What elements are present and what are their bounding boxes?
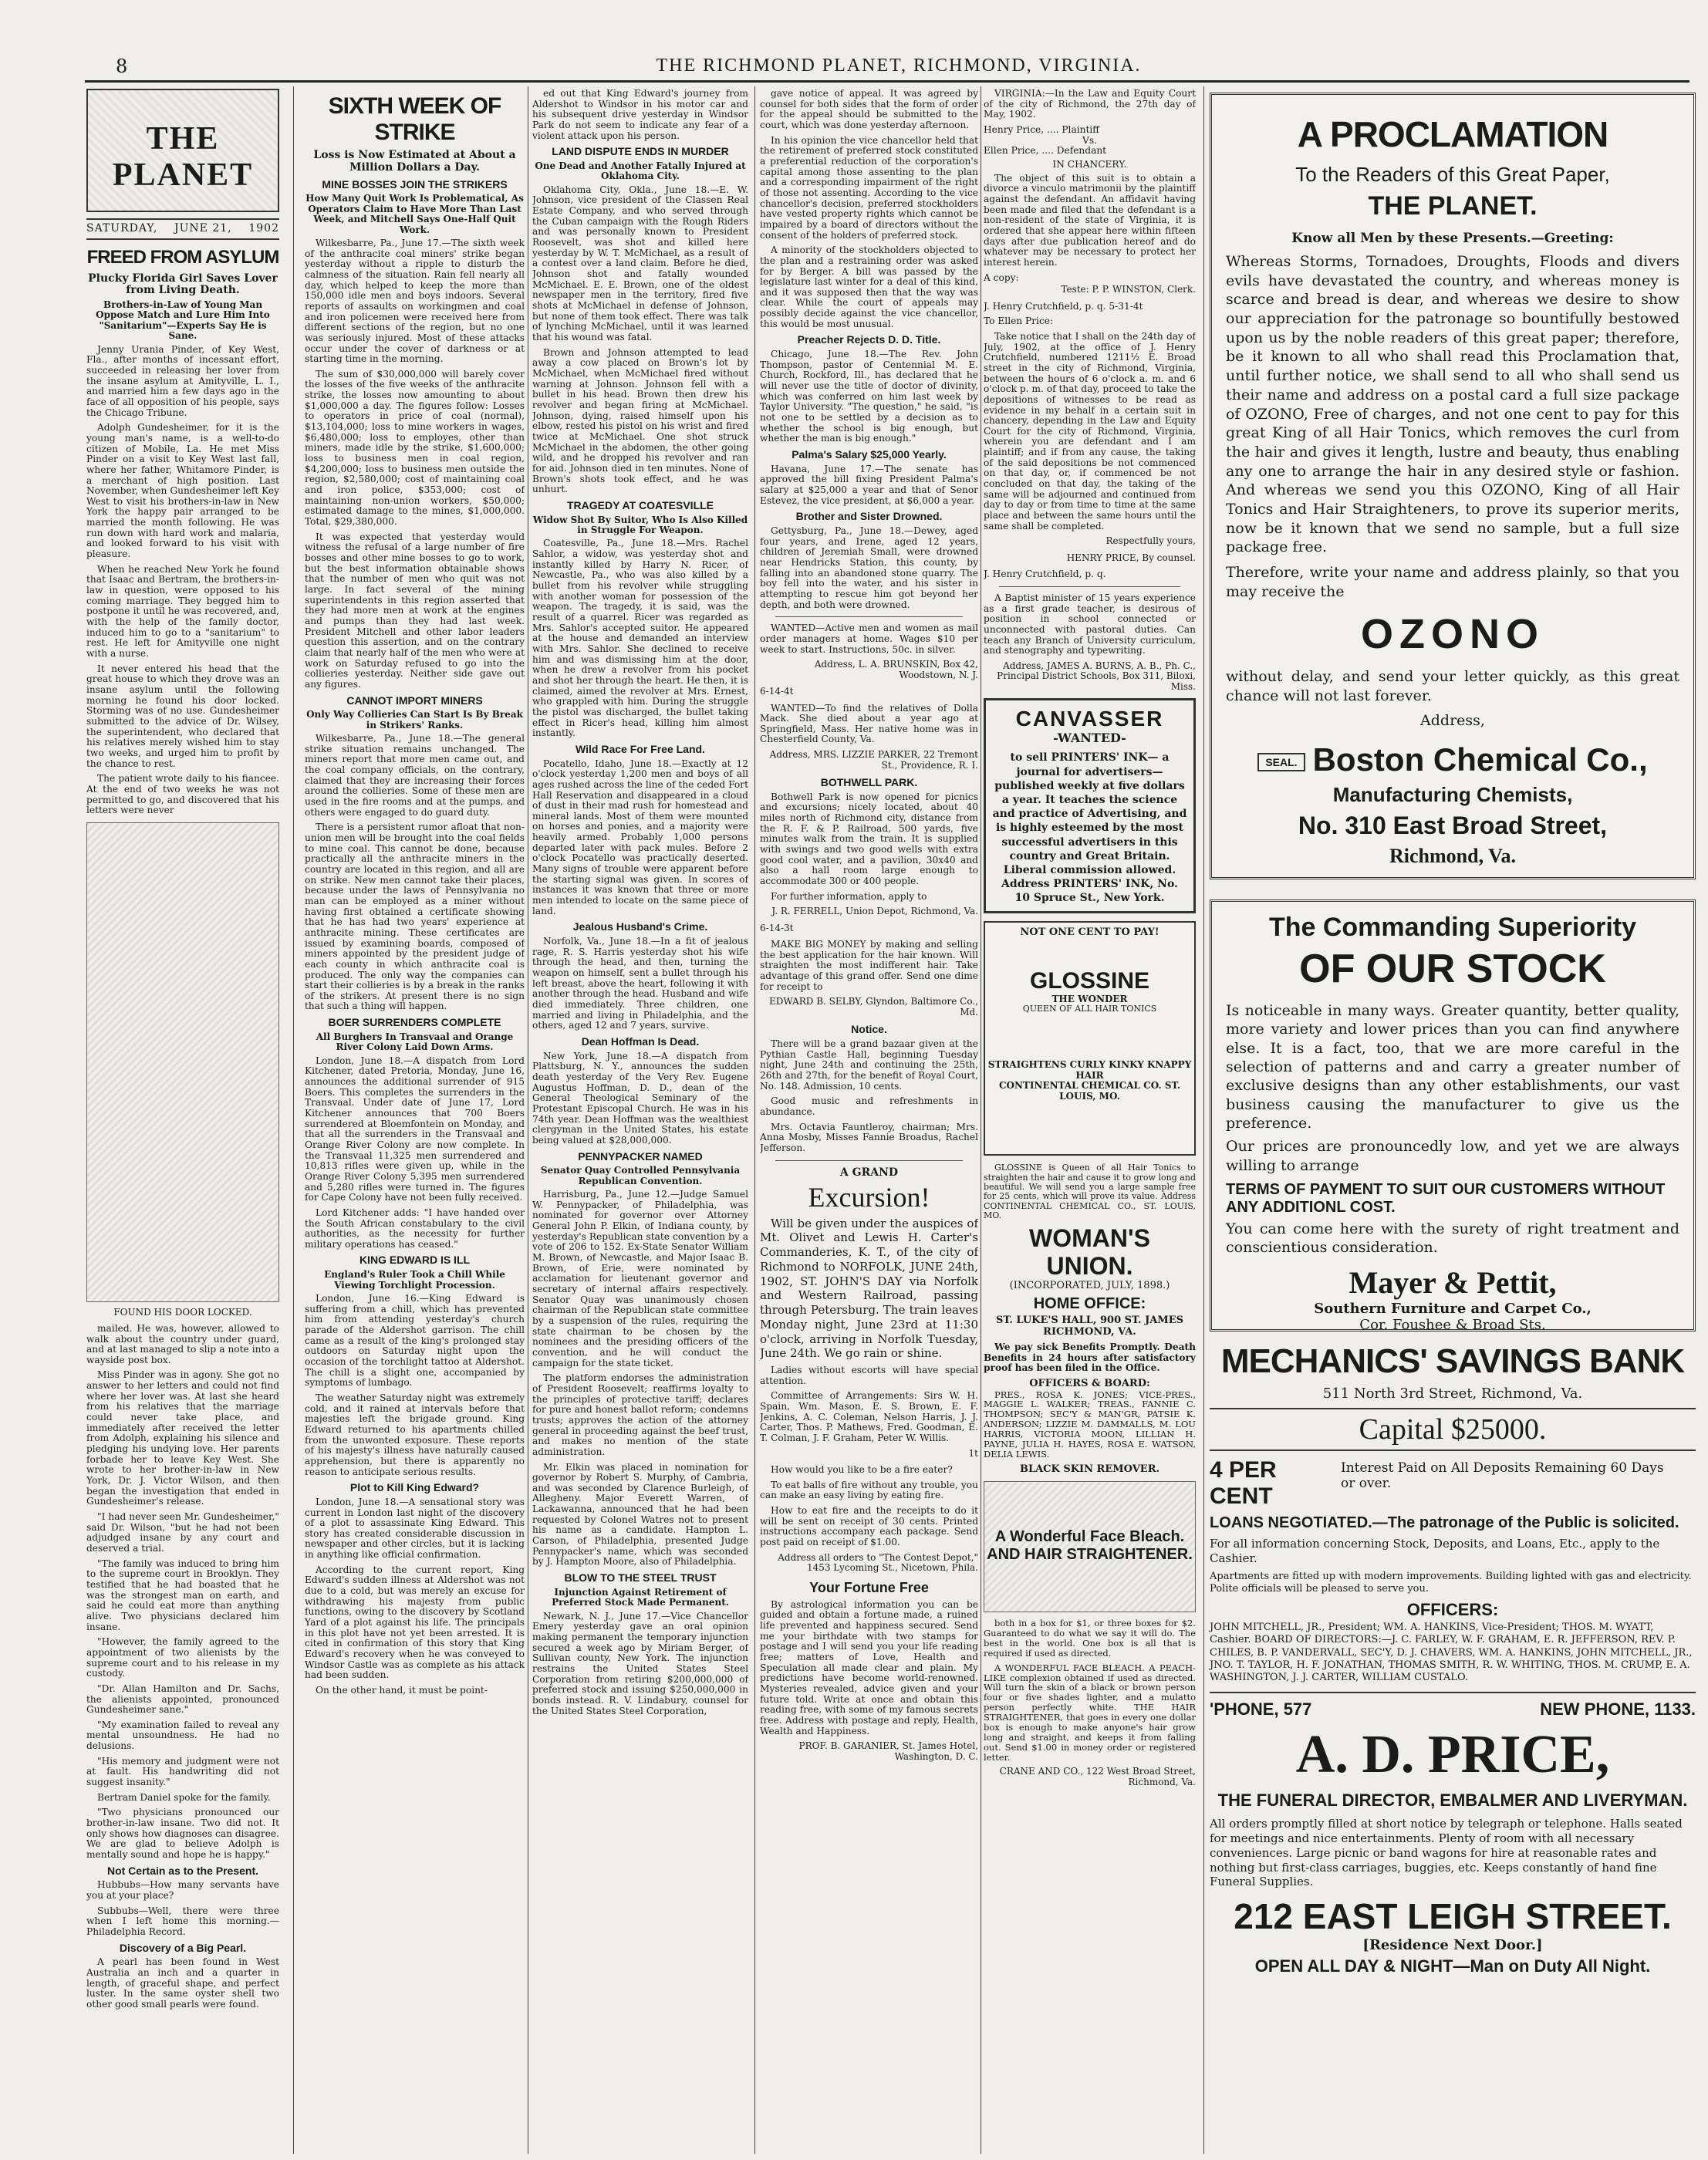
classified-ad: WANTED—To find the relatives of Dolla Mack. She died about a year ago at Springfield, Mass. Her native home was in Chesterfield County, Va. — [760, 702, 978, 745]
bank-title: MECHANICS' SAVINGS BANK — [1220, 1342, 1685, 1380]
subdeck: One Dead and Another Fatally Injured at Oklahoma City. — [535, 160, 746, 182]
proclamation-subtitle: To the Readers of this Great Paper, — [1295, 163, 1610, 186]
page-number: 8 — [116, 56, 130, 77]
mayer-pettit-ad — [1210, 899, 1696, 1334]
classified-ad: WANTED—Active men and women as mail order managers at home. Wages $10 per week to start. Instructions, 50c. in silver. — [760, 623, 978, 655]
legal-paragraph: Take notice that I shall on the 24th day of July, 1902, at the office of J. Henry Crutchfield, numbered 1211½ E. Broad street in the city of Richmond, Virginia, between the hours of 6 o'clock a. m. and 6 o'clock p. m. of that day, proceed to take the depositions of witnesses to be read as evidence in my behalf in a certain suit in chancery, depending in the Law and Equity Court for the city of Richmond, Virginia, wherein you are defendant and I am plaintiff; and if from any cause, the taking of the said depositions be not commenced on that day, or, if commenced be not concluded on that day, the taking of the same will be adjourned and continued from day to day or from time to time at the same place and between the same hours until the same shall be completed. — [984, 330, 1196, 532]
article-paragraph: "His memory and judgment were not at fault. His handwriting did not suggest insanity." — [86, 1755, 279, 1788]
article-paragraph: Lord Kitchener adds: "I have handed over the South African constabulary to the civil authorities, as the necessity for further military operations has ceased." — [305, 1207, 525, 1250]
article-paragraph: Newark, N. J., June 17.—Vice Chancellor Emery yesterday gave an oral opinion making permanent the temporary injunction secured a week ago by Miriam Berger, of Sullivan county, New York. The injunction restrains the United States Steel Corporation from retiring $200,000,000 of preferred stock and issuing $250,000,000 in bonds instead. R. V. Lindabury, counsel for the United States Steel Corporation, — [532, 1610, 748, 1716]
subhead: Palma's Salary $25,000 Yearly. — [792, 448, 947, 461]
article-paragraph: Jenny Urania Pinder, of Key West, Fla., after months of incessant effort, succeeded in releasing her lover from the insane asylum at Amityville, L. I., and married him a few days ago in the face of all opposition of his people, says the Chicago Tribune. — [86, 343, 279, 418]
article-paragraph: In his opinion the vice chancellor held that the retirement of preferred stock constituted a preferential reduction of the corporation's capital among those assenting to the plan and a corresponding impairment of the right of those not assenting. According to the vice chancellor's decision, preferred stockholders have vested property rights which cannot be impaired by a board of directors without the consent of the holders of preferred stock. — [760, 134, 978, 241]
price-name: A. D. PRICE, — [1295, 1725, 1610, 1785]
column-rule — [1203, 86, 1204, 2154]
article-paragraph: New York, June 18.—A dispatch from Plattsburg, N. Y., announces the sudden death yesterday of the Very Rev. Eugene Augustus Hoffman, D. D., dean of the General Theological Seminary of the Protestant Episcopal Church. He was in his 74th year. Dean Hoffman was the wealthiest clergyman in the United States, his estate being valued at $28,000,000. — [532, 1050, 748, 1146]
stock-body-2: Our prices are pronouncedly low, and yet we are always willing to arrange — [1226, 1138, 1679, 1174]
separator — [775, 616, 963, 617]
price-residence: [Residence Next Door.] — [1362, 1937, 1543, 1953]
proclamation-greeting: Know all Men by these Presents.—Greeting: — [1291, 231, 1614, 246]
legal-to: To Ellen Price: — [984, 316, 1054, 327]
excursion-body: Will be given under the auspices of Mt. Olivet and Lewis H. Carter's Commanderies, K. T., of the city of Richmond to NORFOLK, JUNE 24th, 1902, ST. JOHN'S DAY via Norfolk and Western Railroad, passing through Petersburg. The train leaves Monday night, June 23rd at 11:30 o'clock, arriving in Norfolk Tuesday, June 24th. We go rain or shine. — [760, 1216, 978, 1361]
classified-ad: MAKE BIG MONEY by making and selling the best application for the hair known. Will straighten the most indifferent hair. Take advantage of this grand offer. Send one dime for receipt to — [760, 939, 978, 992]
subdeck: Brothers-in-Law of Young Man Oppose Match and Lure Him Into "Sanitarium"—Experts Say He is Sane. — [96, 299, 270, 342]
glossine-straightens: STRAIGHTENS CURLY KINKY KNAPPY HAIR — [987, 1059, 1192, 1081]
stock-body-3: You can come here with the surety of right treatment and conscientious consideration. — [1226, 1220, 1679, 1257]
masthead-logo: THE PLANET — [86, 89, 279, 212]
ad-address: Address, L. A. BRUNSKIN, Box 42, Woodstown, N. J. — [814, 659, 978, 680]
signature: J. R. FERRELL, Union Depot, Richmond, Va. — [771, 906, 978, 917]
article-paragraph: Pocatello, Idaho, June 18.—Exactly at 12 o'clock yesterday 1,200 men and boys of all ages rushed across the line of the ceded Fort Hall Reservation and disappeared in a cloud of dust in their mad rush for homestead and mineral lands. Most of them were mounted on horses and ponies, and a majority were heavily armed. Probably 1,000 persons departed later with pack mules. Before 2 o'clock Pocatello was practically deserted. Many signs of trouble were apparent before the starting signal was given. In scores of instances it was known that three or more men intended to locate on the same piece of land. — [532, 758, 748, 916]
subdeck: How Many Quit Work Is Problematical, As Operators Claim to Have More Than Last Week, and Mitchell Says One-Half Quit Work. — [305, 193, 524, 235]
union-address: ST. LUKE'S HALL, 900 ST. JAMES RICHMOND, VA. — [995, 1314, 1184, 1338]
fortune-heading: Your Fortune Free — [809, 1579, 929, 1595]
price-subtitle: THE FUNERAL DIRECTOR, EMBALMER AND LIVERYMAN. — [1217, 1790, 1688, 1811]
proclamation-body-2: Therefore, write your name and address plainly, so that you may receive the — [1226, 564, 1679, 600]
subhead: BOTHWELL PARK. — [820, 776, 918, 789]
article-paragraph: Norfolk, Va., June 18.—In a fit of jealous rage, R. S. Harris yesterday shot his wife through the head, and then, turning the weapon on himself, sent a bullet through his left breast, above the heart, following it with another through the head. Husband and wife died immediately. Three children, one married and living in Philadelphia, and the others, aged 12 and 7 years, survive. — [532, 936, 748, 1031]
legal-attorney: J. Henry Crutchfield, p. q. 5-31-4t — [984, 300, 1143, 312]
price-funeral-ad — [1210, 1692, 1696, 1976]
legal-signature: HENRY PRICE, By counsel. — [1066, 552, 1196, 563]
glossine-name: GLOSSINE — [1029, 968, 1150, 994]
deck: Loss is Now Estimated at About a Million Dollars a Day. — [313, 149, 516, 174]
union-incorporated: (INCORPORATED, JULY, 1898.) — [1009, 1280, 1170, 1292]
article-paragraph: Good music and refreshments in abundance. — [760, 1095, 978, 1117]
date-day: SATURDAY, — [86, 222, 158, 235]
subhead: PENNYPACKER NAMED — [578, 1149, 703, 1163]
article-paragraph: Coatesville, Pa., June 18.—Mrs. Rachel Sahlor, a widow, was yesterday shot and instantly killed by Harry N. Ricer, of Newcastle, Pa., who was also killed by a bullet from his revolver while struggling with another woman for possession of the weapon. The tragedy, it is said, was the result of a quarrel. Ricer was regarded as Mrs. Sahlor's accepted suitor. He appeared at the house and demanded an interview with Mrs. Sahlor. She declined to receive him and was dismissing him at the door, when he drew a revolver from his pocket and shot her through the heart. He then, it is claimed, aimed the revolver at Mrs. Ernest, who grappled with him. During the struggle the pistol was discharged, the bullet taking effect in Ricer's head, killing him almost instantly. — [532, 538, 748, 739]
subdeck: Only Way Collieries Can Start Is By Break in Strikers' Ranks. — [306, 709, 523, 731]
article-paragraph: mailed. He was, however, allowed to walk about the country under guard, and at last managed to slip a note into a wayside post box. — [86, 1322, 279, 1365]
subdeck: England's Ruler Took a Chill While Viewing Torchlight Procession. — [324, 1269, 505, 1291]
subhead: Wild Race For Free Land. — [576, 742, 705, 755]
subdeck: Senator Quay Controlled Pennsylvania Republican Convention. — [540, 1165, 741, 1186]
subhead: Plot to Kill King Edward? — [349, 1481, 480, 1494]
column-rule — [293, 86, 294, 2154]
ad-date: 1t — [968, 1447, 978, 1459]
legal-paragraph: The object of this suit is to obtain a divorce a vinculo matrimonii by the plaintiff against the defendant. An affidavit having been made and filed that the defendant is a non-resident of the state of Virginia, it is ordered that she appear here within fifteen days after due publication hereof and do whatever may be necessary to protect her interest herein. — [984, 172, 1196, 268]
mayer-pettit-name: Mayer & Pettit, — [1349, 1265, 1557, 1301]
article-paragraph: Mrs. Octavia Fauntleroy, chairman; Mrs. Anna Mosby, Misses Fannie Broadus, Rachel Jefferson. — [760, 1121, 978, 1153]
phone-old: 'PHONE, 577 — [1210, 1699, 1312, 1720]
subhead: KING EDWARD IS ILL — [359, 1254, 471, 1267]
glossine-company: CONTINENTAL CHEMICAL CO. ST. LOUIS, MO. — [998, 1080, 1181, 1102]
article-paragraph: gave notice of appeal. It was agreed by counsel for both sides that the form of order for the appeal should be submitted to the court, which was done yesterday afternoon. — [760, 89, 978, 130]
dateline — [86, 218, 279, 240]
article-paragraph: "Dr. Allan Hamilton and Dr. Sachs, the alienists appointed, pronounced Gundesheimer sane." — [86, 1682, 279, 1716]
signature: EDWARD B. SELBY, Glyndon, Baltimore Co., Md. — [768, 996, 978, 1018]
headline: FREED FROM ASYLUM — [86, 246, 279, 268]
fire-ad-paragraph: How to eat fire and the receipts to do it will be sent on receipt of 30 cents. Printed instructions accompany each package. Send post paid on receipt of $1.00. — [760, 1505, 978, 1547]
article-paragraph: Hubbubs—How many servants have you at your place? — [86, 1879, 279, 1902]
price-street: 212 EAST LEIGH STREET. — [1234, 1896, 1672, 1936]
boston-chemical-mfg: Manufacturing Chemists, — [1332, 782, 1573, 806]
article-paragraph: Subbubs—Well, there were three when I left home this morning.—Philadelphia Record. — [86, 1905, 279, 1937]
proclamation-address: Address, — [1420, 711, 1485, 729]
article-paragraph: Miss Pinder was in agony. She got no answer to her letters and could not find where her lover was. At last she heard from his relatives that the marriage could never take place, and immediately after received the letter from Adolph, explaining his silence and pledging his undying love. Her parents forbade her to leave Key West. She wrote to her brother-in-law in New York, Dr. J. Victor Wilson, and then began the investigation that ended in Gundesheimer's release. — [86, 1369, 279, 1507]
subhead: CANNOT IMPORT MINERS — [346, 694, 483, 707]
ozono-name: OZONO — [1361, 611, 1544, 658]
right-ads-column — [1210, 86, 1696, 1976]
bank-loans: LOANS NEGOTIATED.—The patronage of the Public is solicited. — [1210, 1514, 1679, 1531]
subhead: Brother and Sister Drowned. — [795, 510, 943, 523]
date: JUNE 21, — [174, 222, 232, 235]
article-paragraph: ed out that King Edward's journey from Aldershot to Windsor in his motor car and his subsequent drive yesterday in Windsor Park do not seem to indicate any fear of a violent attack upon his person. — [532, 89, 748, 141]
excursion-title: Excursion! — [808, 1182, 930, 1213]
classified-ad: A Baptist minister of 15 years experience as a first grade teacher, is desirous of position in school connected or unconnected with pastoral duties. Can teach any Branch of University curriculum, and stenography and typewriting. — [984, 592, 1196, 656]
legal-chancery: IN CHANCERY. — [1052, 158, 1127, 170]
article-paragraph: "However, the family agreed to the appointment of two alienists by the supreme court and to his release in my custody. — [86, 1636, 279, 1679]
article-paragraph: On the other hand, it must be point- — [316, 1685, 488, 1696]
article-paragraph: Oklahoma City, Okla., June 18.—E. W. Johnson, vice president of the Classen Real Estate Company, and who served through the Cuban campaign with the Rough Riders and was personally known to President Roosevelt, was shot and killed here yesterday by W. T. McMichael, as a result of a contest over a land claim. Before he died, Johnson shot and fatally wounded McMichael. E. E. Brown, one of the oldest newspaper men in the territory, fired five shots at McMichael in defense of Johnson, but none of them took effect. There was talk of lynching McMichael, until it was learned that his wound was fatal. — [532, 184, 748, 343]
excursion-ad — [760, 1167, 978, 1460]
bleach-signature: CRANE AND CO., 122 West Broad Street, Richmond, Va. — [999, 1766, 1196, 1787]
excursion-paragraph: Ladies without escorts will have special attention. — [760, 1365, 978, 1386]
article-paragraph: London, June 18.—A dispatch from Lord Kitchener, dated Pretoria, Monday, June 16, announces the additional surrender of 915 Boers. This completes the surrenders in the Transvaal. Under date of June 17, Lord Kitchener announces that 700 Boers surrendered at Bloemfontein on Monday, and that all the surrenders in the Transvaal and Orange River Colony are now complete. In the Transvaal 11,325 men surrendered and 10,813 rifles were given up, while in the Orange River Colony 5,395 men surrendered and 5,280 rifles were turned in. The figures for Cape Colony have not been fully received. — [305, 1055, 525, 1203]
column-2 — [305, 89, 525, 2148]
article-paragraph: A pearl has been found in West Australia an inch and a quarter in length, of graceful shape, and perfect luster. In the same oyster shell two other good small pearls were found. — [86, 1956, 279, 2010]
article-paragraph: Adolph Gundesheimer, for it is the young man's name, is a well-to-do citizen of Mobile, La. He met Miss Pinder on a visit to Key West last fall, where her father, Whitamore Pinder, is a merchant of high position. Last November, when Gundesheimer left Key West to visit his brothers-in-law in New York the happy pair arranged to be married the month following. He was run down with hard work and malaria, and looked forward to his visit with pleasure. — [86, 422, 279, 560]
bleach-body: A WONDERFUL FACE BLEACH. A PEACH-LIKE complexion obtained if used as directed. Will turn the skin of a black or brown person four or five shades lighter, and a mulatto person perfectly white. THE HAIR STRAIGHTENER, that goes in every one dollar box is enough to make anyone's hair grow long and straight, and keeps it from falling out. Send $1.00 in money order or registered letter. — [984, 1662, 1196, 1763]
union-title: WOMAN'S UNION. — [1029, 1224, 1150, 1281]
article-paragraph: Bothwell Park is now opened for picnics and excursions; nicely located, about 40 miles north of Richmond city, distance from the R. F. & P. Railroad, 500 yards, five minutes walk from the train. It is supplied with swings and two good wells with extra good cool water, and a pavilion, 30x40 and also a hall room large enough to accommodate 300 or 400 people. — [760, 791, 978, 886]
excursion-paragraph: Committee of Arrangements: Sirs W. H. Spain, Wm. Mason, E. S. Brown, E. F. Jenkins, A. C. Coleman, Nelson Harris, J. J. Carter, Thos. P. Mathews, Fred. Goodman, E. T. Colman, J. F. Graham, Peter W. Willis. — [760, 1390, 978, 1443]
fire-ad-question: How would you like to be a fire eater? — [771, 1464, 953, 1476]
article-paragraph: There is a persistent rumor afloat that non-union men will be brought into the coal fields to mine coal. This cannot be done, because practically all the anthracite miners in the country are located in this region, and all are on strike. New men cannot take their places, because under the laws of Pennsylvania no man can be employed as a miner without having first obtained a certificate showing that he has had two years' experience at anthracite mining. These certificates are issued by examining boards, composed of miners appointed by the president judge of each county in which anthracite coal is produced. The only way the companies can start their collieries is by a break in the ranks of the strikers. At present there is no sign that such a thing will happen. — [305, 822, 525, 1012]
column-rule — [754, 86, 755, 2154]
phone-new: NEW PHONE, 1133. — [1540, 1699, 1696, 1720]
subdeck: Injunction Against Retirement of Preferred Stock Made Permanent. — [552, 1586, 729, 1608]
seal-stamp: SEAL. — [1257, 753, 1305, 771]
article-paragraph: Gettysburg, Pa., June 18.—Dewey, aged four years, and Irene, aged 12 years, children of Jeremiah Small, were drowned near Hendricks Station, this county, by falling into an abandoned stone quarry. The boy fell into the water, and his sister in attempting to rescue him got beyond her depth, and both were drowned. — [760, 525, 978, 610]
bleach-ad-image: A Wonderful Face Bleach. AND HAIR STRAIGHTENER. — [984, 1481, 1196, 1612]
article-paragraph: Chicago, June 18.—The Rev. John Thompson, pastor of Centennial M. E. Church, Rockford, Ill., has declared that he will never use the title of doctor of divinity, which was conferred on him last week by Taylor University. "The question," he said, "is not one to be settled by a decision as to whether the school is big enough, but whether the man is big enough." — [760, 349, 978, 444]
glossine-wonder: THE WONDER — [1051, 993, 1128, 1004]
bank-officers-list: JOHN MITCHELL, JR., President; WM. A. HANKINS, Vice-President; THOS. M. WYATT, Cashier. BOARD OF DIRECTORS:—J. C. FARLEY, W. F. GRAHAM, E. R. JEFFERSON, REV. P. CHILES, B. P. VANDERVALL, SEC'Y, D. J. CHAVERS, WM. A. HANKINS, JOHN MITCHELL, JR., JNO. T. TAYLOR, H. F. JONATHAN, THOMAS SMITH, R. W. WHITING, THOS. M. CRUMP, E. A. WASHINGTON, J. J. CARTER, WILLIAM CUSTALO. — [1210, 1622, 1693, 1683]
boston-chemical-name: SEAL. Boston Chemical Co., — [1226, 741, 1679, 778]
legal-resp: Respectfully yours, — [1105, 535, 1196, 547]
article-paragraph: London, June 16.—King Edward is suffering from a chill, which has prevented him from attending yesterday's church parade of the Aldershot garrison. The chill came as a result of the king's prolonged stay outdoors on Saturday night upon the occasion of the torchlight tattoo at Aldershot. The chill is a slight one, accompanied by symptoms of lumbago. — [305, 1293, 525, 1389]
canvasser-body: to sell PRINTERS' INK— a journal for advertisers— published weekly at five dollars a year. It teaches the science and practice of Advertising, and is highly esteemed by the most successful advertisers in this country and Great Britain. Liberal commission allowed. Address PRINTERS' INK, No. 10 Spruce St., New York. — [992, 751, 1187, 905]
article-paragraph: It was expected that yesterday would witness the refusal of a large number of fire bosses and other mine bosses to go to work, but the best information obtainable shows that the number of men who quit was not large. In fact several of the mining superintendents in this region asserted that they had more men at work at the engines and pumps than they had last week. President Mitchell and other labor leaders question this assertion, and on the contrary claim that nearly half of the men who were at work on Saturday refused to go into the collieries yesterday. Neither side gave out any figures. — [305, 531, 525, 690]
glossine-text: GLOSSINE is Queen of all Hair Tonics to straighten the hair and cause it to grow long and beautiful. We will send you a large sample free for 25 cents, which will prove its value. Address CONTINENTAL CHEMICAL CO., ST. LOUIS, MO. — [984, 1163, 1196, 1221]
legal-attorney: J. Henry Crutchfield, p. q. — [984, 569, 1106, 580]
subhead: Notice. — [851, 1023, 887, 1036]
mayer-pettit-company: Southern Furniture and Carpet Co., — [1314, 1301, 1592, 1318]
article-paragraph: A minority of the stockholders objected to the plan and a restraining order was asked for by Berger. A bill was passed by the legislature last winter for a deal of this kind, and it was supposed then that the way was clear. While the court of appeals may possibly decide against the vice chancellor, this would be most unusual. — [760, 245, 978, 329]
legal-notice-head: VIRGINIA:—In the Law and Equity Court of the city of Richmond, the 27th day of May, 1902. — [984, 89, 1196, 120]
article-paragraph: For further information, apply to — [771, 890, 927, 902]
mayer-pettit-address: Cor. Foushee & Broad Sts. — [1359, 1317, 1546, 1334]
separator — [775, 1160, 963, 1161]
union-body: We pay sick Benefits Promptly. Death Benefits in 24 hours after satisfactory proof has been filed in the Office. — [984, 1342, 1196, 1374]
subhead: Preacher Rejects D. D. Title. — [797, 333, 941, 346]
article-paragraph: Mr. Elkin was placed in nomination for governor by Robert S. Murphy, of Cambria, and was seconded by Clarence Burleigh, of Allegheny. Major Everett Warren, of Lackawanna, announced that he had been requested by Colonel Watres not to present his name as a candidate. Hampton L. Carson, of Philadelphia, presented Judge Pennypacker's name, which was seconded by J. Hampton Moore, also of Philadelphia. — [532, 1461, 748, 1568]
subhead: Dean Hoffman Is Dead. — [581, 1034, 700, 1048]
column-5 — [984, 89, 1196, 2148]
illustration — [86, 822, 279, 1318]
proclamation-body-3: without delay, and send your letter quickly, as this great chance will not last forever. — [1226, 668, 1679, 705]
deck: Plucky Florida Girl Saves Lover from Living Death. — [88, 272, 278, 297]
article-paragraph: "I had never seen Mr. Gundesheimer," said Dr. Wilson, "but he had not been adjudged insane by any court and deserved a trial. — [86, 1511, 279, 1554]
article-paragraph: London, June 18.—A sensational story was current in London last night of the discovery of a plot to assassinate King Edward. This story has created considerable discussion in newspaper and other circles, but it is lacking in anything like official confirmation. — [305, 1496, 525, 1561]
bank-interest-rate: 4 PER CENT — [1210, 1457, 1277, 1509]
glossine-top: NOT ONE CENT TO PAY! — [1020, 926, 1159, 939]
fire-ad-address: Address all orders to "The Contest Depot," 1453 Lycoming St., Nicetown, Phila. — [778, 1551, 978, 1574]
boston-chemical-city: Richmond, Va. — [1389, 844, 1516, 867]
subhead: Not Certain as to the Present. — [106, 1864, 259, 1877]
ad-date: 6-14-4t — [760, 686, 794, 697]
price-open: OPEN ALL DAY & NIGHT—Man on Duty All Night. — [1254, 1956, 1651, 1976]
separator — [999, 586, 1180, 587]
article-paragraph: According to the current report, King Edward's sudden illness at Aldershot was not due to a cold, but was merely an excuse for withdrawing his majesty from public functions, owing to the discovery by Scotland Yard of a plot against his life. The principals in this plot have not yet been arrested. It is cited in confirmation of this story that King Edward's recovery when he was conveyed to Windsor Castle was as complete as his attack had been sudden. — [305, 1564, 525, 1681]
proclamation-body: Whereas Storms, Tornadoes, Droughts, Floods and divers evils have devastated the country, and whereas money is scarce and bread is dear, and whereas we desire to show our appreciation for the patronage so bountifully bestowed upon us by the noble readers of this great paper; therefore, be it known to all who shall read this Proclamation that, until further notice, we shall send to all who shall send us their name and address on a postal card a full size package of OZONO, Free of charges, and not one cent to pay for this great King of all Hair Tonics, which removes the curl from the hair and gives it length, lustre and beauty, thus enabling any one to arrange the hair in any desired style or fashion. And whereas we send you this OZONO, King of all Hair Tonics and Hair Straighteners, to prove its superior merits, now be it known that we send no sample, but a full size package free. — [1226, 253, 1679, 556]
canvasser-title: CANVASSER — [1015, 707, 1164, 731]
article-paragraph: The weather Saturday night was extremely cold, and it rained at intervals before that majesties left the brigade ground. King Edward returned to his apartments chilled from the unwonted exposure. These reports of his majesty's illness have naturally caused apprehension, but there is apparently no reason to anticipate serious results. — [305, 1392, 525, 1477]
article-paragraph: Bertram Daniel spoke for the family. — [97, 1791, 271, 1803]
womans-union-ad — [984, 1225, 1196, 1459]
ad-address: Address, JAMES A. BURNS, A. B., Ph. C., Principal District Schools, Box 311, Biloxi, Miss. — [997, 660, 1196, 692]
union-home-office: HOME OFFICE: — [1033, 1294, 1146, 1312]
legal-defendant: Ellen Price, .... Defendant — [984, 145, 1107, 157]
subhead: MINE BOSSES JOIN THE STRIKERS — [322, 177, 508, 191]
bank-apartments: Apartments are fitted up with modern improvements. Building lighted with gas and electricity. Polite officials will be pleased to serve you. — [1210, 1570, 1692, 1595]
fortune-body: By astrological information you can be guided and obtain a fortune made, a ruined life prevented and happiness secured. Send me your birthdate with two stamps for postage and I will send you your life reading free; matters of Love, Health and Speculation all made clear and plain. My predictions have become world-renowned. Mysteries revealed, advice given and your future told. Write at once and obtain this reading free, with some of my famous secrets free. Address with postage and reply, Health, Wealth and Happiness. — [760, 1598, 978, 1736]
subhead: BLOW TO THE STEEL TRUST — [564, 1571, 717, 1585]
ad-address: Address, MRS. LIZZIE PARKER, 22 Tremont St., Providence, R. I. — [769, 749, 978, 771]
legal-plaintiff: Henry Price, .... Plaintiff — [984, 123, 1099, 135]
article-paragraph: The sum of $30,000,000 will barely cover the losses of the five weeks of the anthracite strike, the losses now amounting to about $1,000,000 a day. The figures follow: Losses to operators in price of coal (normal), $13,104,000; loss to mine workers in wages, $6,480,000; loss to employes, other than miners, made idle by the strike, $1,600,000; loss to business men in coal region, $4,200,000; loss to business men outside the region, $2,580,000; cost of maintaining coal and iron police, $353,000; cost of maintaining non-union workers, $50,000; estimated damage to the mines, $1,000,000. Total, $29,380,000. — [305, 368, 525, 528]
date-year: 1902 — [248, 222, 279, 235]
subdeck: Widow Shot By Suitor, Who Is Also Killed in Struggle For Weapon. — [532, 514, 748, 535]
subhead: Jealous Husband's Crime. — [572, 920, 708, 933]
boston-chemical-address: No. 310 East Broad Street, — [1298, 811, 1608, 839]
fortune-signature: PROF. B. GARANIER, St. James Hotel, Washington, D. C. — [798, 1740, 978, 1762]
subhead: LAND DISPUTE ENDS IN MURDER — [552, 145, 729, 158]
article-paragraph: Wilkesbarre, Pa., June 17.—The sixth week of the anthracite coal miners' strike began yesterday without a ripple to disturb the calmness of the situation. Rain fell nearly all day, which helped to keep the more than 150,000 idle men and boys indoors. Several reports of assaults on workingmen and coal and iron policemen were received here from different sections of the region, but no one was seriously injured. Most of these attacks occur under the cover of darkness or at starting time in the morning. — [305, 237, 525, 365]
bank-capital: Capital $25000. — [1210, 1408, 1696, 1451]
stock-title: The Commanding Superiority — [1268, 913, 1637, 942]
article-paragraph: Havana, June 17.—The senate has approved the bill fixing President Palma's salary at $25,000 a year and that of Senor Estevez, the vice president, at $6,000 a year. — [760, 463, 978, 506]
article-paragraph: "The family was induced to bring him to the supreme court in Brooklyn. They testified that he had boasted that he was the strongest man on earth, and said he could eat more than anything alive. Two physicians declared him insane. — [86, 1558, 279, 1632]
article-paragraph: There will be a grand bazaar given at the Pythian Castle Hall, beginning Tuesday night, June 24th and continuing the 25th, 26th and 27th, for the benefit of Royal Court, No. 148. Admission, 10 cents. — [760, 1038, 978, 1092]
bleach-body: both in a box for $1, or three boxes for $2. Guaranteed to do what we say it will do. The best in the world. One box is all that is required if used as directed. — [984, 1618, 1196, 1659]
page-header — [116, 56, 1682, 82]
legal-vs: Vs. — [1082, 134, 1097, 146]
stock-terms: TERMS OF PAYMENT TO SUIT OUR CUSTOMERS WITHOUT ANY ADDITIONL COST. — [1226, 1180, 1666, 1216]
bank-interest-text: Interest Paid on All Deposits Remaining 60 Days or over. — [1341, 1460, 1664, 1491]
header-rule — [85, 80, 1689, 83]
article-paragraph: Harrisburg, Pa., June 12.—Judge Samuel W. Pennypacker, of Philadelphia, was nominated for governor over Attorney General John P. Elkin, of Indiana county, by yesterday's Republican state convention by a vote of 206 to 152. Ex-State Senator William M. Brown, of Newcastle, and Major Isaac B. Brown, of Erie, were nominated by acclamation for lieutenant governor and secretary of internal affairs respectively. Senator Quay was unanimously chosen chairman of the Republican state committee by a suspension of the rules, requiring the state chairman to be chosen by the nominees and the presiding officers of the convention, and he will conduct the campaign for the state ticket. — [532, 1189, 748, 1369]
glossine-ad — [984, 921, 1196, 1156]
ad-date: 6-14-3t — [760, 922, 794, 933]
proclamation-ad — [1210, 93, 1696, 879]
bank-officers-head: OFFICERS: — [1406, 1600, 1499, 1619]
union-officers-list: PRES., ROSA K. JONES; VICE-PRES., MAGGIE L. WALKER; TREAS., FANNIE C. THOMPSON; SEC'Y & MAN'GR, PATSIE K. ANDERSON; LIZZIE M. DAMMALLS, M. LOU HARRIS, VICTORIA MOON, LILLIAN H. PAYNE, JULIA H. HAYES, ROSA E. WATSON, DELIA LEWIS. — [984, 1389, 1196, 1460]
subdeck: All Burghers In Transvaal and Orange River Colony Laid Down Arms. — [316, 1031, 514, 1053]
paper-title: THE RICHMOND PLANET, RICHMOND, VIRGINIA. — [656, 56, 1142, 76]
subhead: BOER SURRENDERS COMPLETE — [328, 1016, 501, 1029]
stock-body: Is noticeable in many ways. Greater quantity, better quality, more variety and lower prices than you can find anywhere else. It is a fact, too, that we are more careful in the selection of patterns and and carry a greater number of exclusive designs than any other establishments, our vast business causing the manufacturer to give us the preference. — [1226, 1002, 1679, 1132]
proclamation-paper: THE PLANET. — [1368, 191, 1538, 221]
subhead: TRAGEDY AT COATESVILLE — [566, 498, 714, 511]
union-officers-head: OFFICERS & BOARD: — [1029, 1378, 1150, 1390]
column-1 — [86, 89, 279, 2148]
canvasser-wanted: -WANTED- — [1053, 730, 1126, 745]
article-paragraph: "Two physicians pronounced our brother-in-law insane. Two did not. It only shows how diagnoses can disagree. We are glad to believe Adolph is mentally sound and hope he is happy." — [86, 1807, 279, 1861]
legal-copy: A copy: — [984, 272, 1019, 283]
legal-teste: Teste: P. P. WINSTON, Clerk. — [1061, 284, 1196, 295]
mechanics-bank-ad — [1210, 1342, 1696, 1684]
proclamation-title: A PROCLAMATION — [1297, 114, 1608, 154]
bleach-head: BLACK SKIN REMOVER. — [1019, 1463, 1160, 1475]
article-paragraph: When he reached New York he found that Isaac and Bertram, the brothers-in-law in question, were opposed to his coming marriage. They begged him to postpone it until he was recovered, and, with the help of the family doctor, induced him to go to a "sanitarium" to rest. He left for Amityville one night with a nurse. — [86, 563, 279, 660]
article-paragraph: The patient wrote daily to his fiancee. At the end of two weeks he was not permitted to go, and discovered that his letters were never — [86, 773, 279, 816]
glossine-queen: QUEEN OF ALL HAIR TONICS — [1022, 1004, 1157, 1014]
price-body: All orders promptly filled at short notice by telegraph or telephone. Halls seated for meetings and nice entertainments. Plenty of room with all necessary conveniences. Large picnic or band wagons for hire at reasonable rates and nothing but first-class carriages, buggies, etc. Keeps constantly of hand fine Funeral Supplies. — [1210, 1817, 1683, 1889]
headline: SIXTH WEEK OF STRIKE — [328, 93, 501, 145]
article-paragraph: Wilkesbarre, Pa., June 18.—The general strike situation remains unchanged. The miners report that more men came out, and the coal company officials, on the contrary, claimed that they are increasing their forces around the collieries. Some of these men are used in the fire rooms and at the pumps, and others were engaged to do guard duty. — [305, 733, 525, 818]
fire-ad-paragraph: To eat balls of fire without any trouble, you can make an easy living by eating fire. — [760, 1479, 978, 1501]
bank-info: For all information concerning Stock, Deposits, and Loans, Etc., apply to the Cashier. — [1210, 1537, 1660, 1565]
column-3 — [532, 89, 748, 2148]
stock-title-2: OF OUR STOCK — [1299, 947, 1606, 991]
bank-address: 511 North 3rd Street, Richmond, Va. — [1322, 1385, 1583, 1402]
article-paragraph: "My examination failed to reveal any mental unsoundness. He had no delusions. — [86, 1719, 279, 1752]
canvasser-ad — [984, 698, 1196, 913]
illustration-caption: FOUND HIS DOOR LOCKED. — [113, 1307, 252, 1318]
column-4 — [760, 89, 978, 2148]
article-paragraph: It never entered his head that the great house to which they drove was an insane asylum until the following morning he found his door locked. Storming was of no use. Gundesheimer submitted to the advice of Dr. Wilsey, the superintendent, who declared that his relatives merely wished him to stay two weeks, and urged him to profit by the chance to rest. — [86, 663, 279, 769]
excursion-kicker: A GRAND — [839, 1166, 899, 1179]
article-paragraph: Brown and Johnson attempted to lead away a cow placed on Brown's lot by McMichael, when McMichael fired without warning at Johnson. Johnson fell with a bullet in his head. Brown then drew his revolver and began firing at McMichael. Johnson, dying, raised himself upon his elbow, rested his pistol on his wrist and fired twice at McMichael. One shot struck McMichael in the abdomen, the other going wild, and he dropped his revolver and ran for aid. Johnson died in ten minutes. None of Brown's shots took effect, and he was unhurt. — [532, 346, 748, 495]
article-paragraph: The platform endorses the administration of President Roosevelt; reaffirms loyalty to the principles of protective tariff; declares for pure and honest ballot reform; condemns trusts; approves the action of the attorney general in proceeding against the beef trust, and makes no mention of the state administration. — [532, 1372, 748, 1457]
subhead: Discovery of a Big Pearl. — [119, 1941, 247, 1954]
